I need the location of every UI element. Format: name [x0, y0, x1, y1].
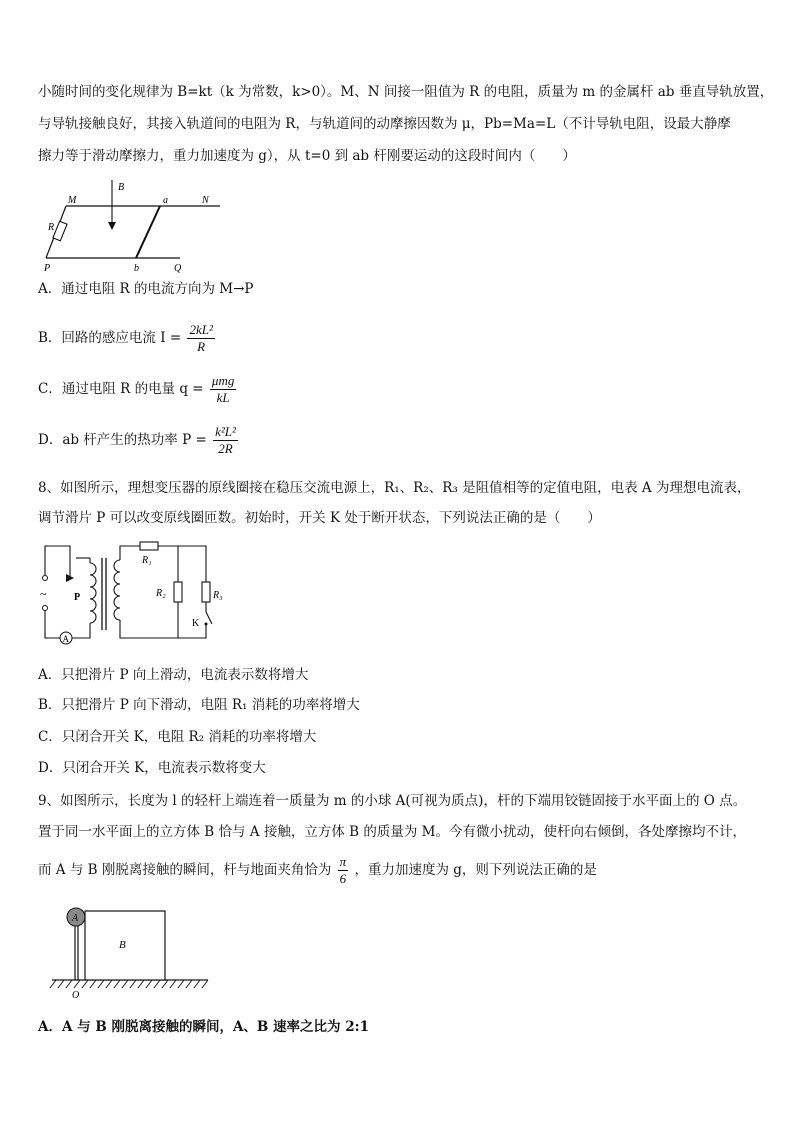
- q9-angle-fraction: $\frac{\pi}{6}$: [339, 854, 347, 886]
- q9-label-A: A: [72, 913, 79, 924]
- q7-option-b-fraction: $\frac{\text{2kL²}}{R}$: [189, 322, 213, 354]
- q7-label-P: P: [44, 263, 51, 273]
- q9-figure-rod-cube: [48, 900, 218, 1005]
- q8-label-P: P: [74, 592, 81, 603]
- q8-text-line2: 调节滑片 P 可以改变原线圈匝数。初始时，开关 K 处于断开状态，下列说法正确的是（ ）: [38, 510, 601, 526]
- q7-option-b: B．回路的感应电流 I = $\frac{\text{2kL²}}{R}$: [38, 322, 213, 354]
- q7-text-line3: 擦力等于滑动摩擦力，重力加速度为 g），从 t=0 到 ab 杆刚要运动的这段时间内（ ）: [38, 148, 576, 164]
- q7-label-B: B: [118, 182, 125, 193]
- q7-option-c-fraction: $\frac{\text{μmg}}{kL}$: [211, 373, 235, 405]
- q8-label-tilde: ~: [40, 587, 47, 601]
- q8-text-line1: 8、如图所示，理想变压器的原线圈接在稳压交流电源上，R₁、R₂、R₃ 是阻值相等的定值电阻，电表 A 为理想电流表，: [38, 480, 751, 496]
- q8-option-b: B．只把滑片 P 向下滑动，电阻 R₁ 消耗的功率将增大: [38, 697, 360, 713]
- q8-option-d: D．只闭合开关 K，电流表示数将变大: [38, 760, 266, 776]
- q8-label-R2: R₂: [156, 588, 166, 599]
- q8-label-ammeter: A: [62, 634, 69, 644]
- q9-label-O: O: [72, 990, 80, 1001]
- q7-text-line1: 小随时间的变化规律为 B=kt（k 为常数，k>0）。M、N 间接一阻值为 R 的电阻，质量为 m 的金属杆 ab 垂直导轨放置，: [38, 84, 774, 100]
- q7-option-d: D．ab 杆产生的热功率 P = $\frac{\text{k²L²}}{2R}$: [38, 424, 236, 456]
- q7-text-line2: 与导轨接触良好，其接入轨道间的电阻为 R，与轨道间的动摩擦因数为 μ，Pb=Ma=L（不计导轨电阻，设最大静摩: [38, 116, 731, 132]
- q9-text-line3: 而 A 与 B 刚脱离接触的瞬间，杆与地面夹角恰为 $\frac{\pi}{6}$ ，重力加速度为 g，则下列说法正确的是: [38, 854, 597, 886]
- q9-text-line1: 9、如图所示，长度为 l 的轻杆上端连着一质量为 m 的小球 A(可视为质点)，杆的下端用铰链固接于水平面上的 O 点。: [38, 793, 747, 809]
- q8-label-R1: R₁: [142, 555, 152, 566]
- q7-label-R: R: [48, 222, 55, 233]
- q7-label-N: N: [202, 195, 209, 206]
- q7-label-Q: Q: [174, 263, 182, 273]
- q7-option-a: A．通过电阻 R 的电流方向为 M→P: [38, 281, 254, 297]
- q7-label-M: M: [68, 195, 77, 206]
- q7-label-b: b: [134, 263, 139, 273]
- q8-label-R3: R₃: [213, 590, 223, 601]
- q7-option-d-fraction: $\frac{\text{k²L²}}{2R}$: [215, 424, 236, 456]
- q8-option-a: A．只把滑片 P 向上滑动，电流表示数将增大: [38, 667, 309, 683]
- q9-label-B: B: [119, 939, 126, 951]
- q8-option-c: C．只闭合开关 K，电阻 R₂ 消耗的功率将增大: [38, 729, 317, 745]
- q8-figure-transformer-circuit: [36, 538, 226, 646]
- q7-figure-rails: [38, 178, 238, 273]
- q9-text-line2: 置于同一水平面上的立方体 B 恰与 A 接触，立方体 B 的质量为 M。今有微小扰动，使杆向右倾倒，各处摩擦均不计，: [38, 824, 746, 840]
- q7-option-c: C．通过电阻 R 的电量 q = $\frac{\text{μmg}}{kL}$: [38, 373, 235, 405]
- q9-option-a: A．A 与 B 刚脱离接触的瞬间，A、B 速率之比为 2:1: [38, 1019, 370, 1035]
- q8-label-K: K: [192, 618, 200, 629]
- q7-label-a: a: [163, 195, 168, 206]
